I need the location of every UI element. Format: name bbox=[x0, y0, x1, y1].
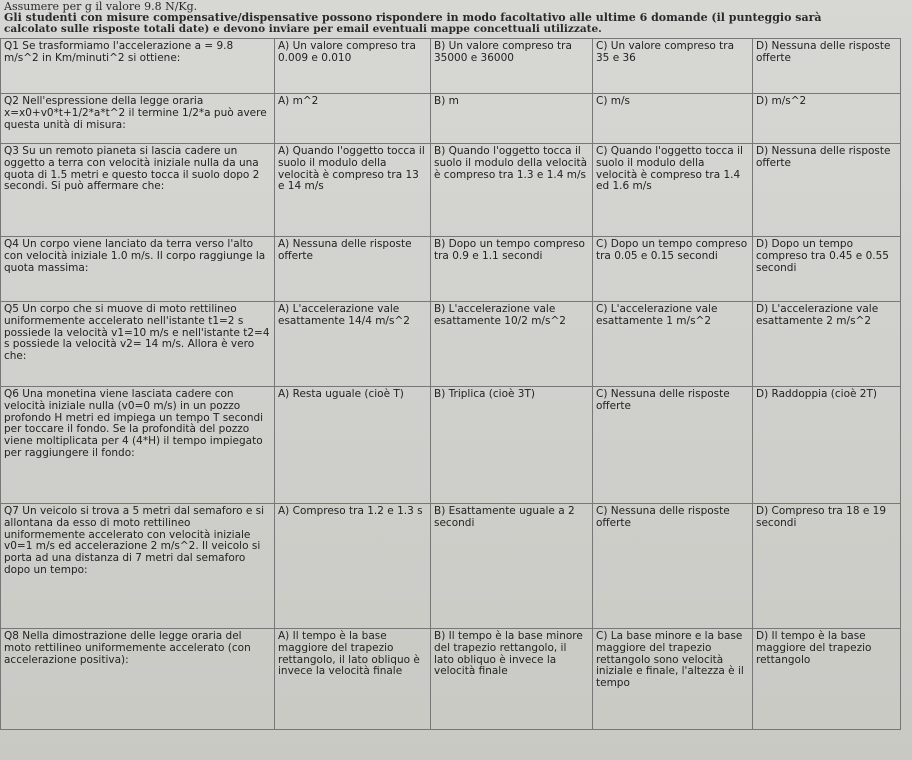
question-row bbox=[1, 629, 901, 730]
option-d: D) Raddoppia (cioè 2T) bbox=[753, 387, 901, 504]
option-c: C) m/s bbox=[593, 94, 753, 144]
option-a: A) m^2 bbox=[275, 94, 431, 144]
question-text: Q3 Su un remoto pianeta si lascia cadere un oggetto a terra con velocità iniziale nulla da una quota di 1.5 metri e questo tocca il suolo dopo 2 secondi. Si può affermare che: bbox=[1, 144, 275, 237]
option-b: B) Un valore compreso tra 35000 e 36000 bbox=[431, 39, 593, 94]
option-b: B) Quando l'oggetto tocca il suolo il modulo della velocità è compreso tra 1.3 e 1.4 m/s bbox=[431, 144, 593, 237]
option-c: C) La base minore e la base maggiore del trapezio rettangolo sono velocità iniziale e finale, l'altezza è il tempo bbox=[593, 629, 753, 730]
option-b: B) m bbox=[431, 94, 593, 144]
option-c: C) Quando l'oggetto tocca il suolo il modulo della velocità è compreso tra 1.4 ed 1.6 m/s bbox=[593, 144, 753, 237]
option-d: D) L'accelerazione vale esattamente 2 m/s^2 bbox=[753, 302, 901, 387]
option-c: C) Nessuna delle risposte offerte bbox=[593, 504, 753, 629]
option-c: C) Dopo un tempo compreso tra 0.05 e 0.15 secondi bbox=[593, 237, 753, 302]
option-d: D) Dopo un tempo compreso tra 0.45 e 0.55 secondi bbox=[753, 237, 901, 302]
question-text: Q4 Un corpo viene lanciato da terra verso l'alto con velocità iniziale 1.0 m/s. Il corpo raggiunge la quota massima: bbox=[1, 237, 275, 302]
questions-table bbox=[0, 38, 901, 730]
instructions-line-2: calcolato sulle risposte totali date) e devono inviare per email eventuali mappe concettuali utilizzate. bbox=[4, 23, 602, 35]
option-a: A) Resta uguale (cioè T) bbox=[275, 387, 431, 504]
question-row bbox=[1, 39, 901, 94]
question-text: Q2 Nell'espressione della legge oraria x=x0+v0*t+1/2*a*t^2 il termine 1/2*a può avere questa unità di misura: bbox=[1, 94, 275, 144]
option-d: D) Compreso tra 18 e 19 secondi bbox=[753, 504, 901, 629]
option-b: B) Esattamente uguale a 2 secondi bbox=[431, 504, 593, 629]
question-text: Q7 Un veicolo si trova a 5 metri dal semaforo e si allontana da esso di moto rettilineo uniformemente accelerato con velocità iniziale v0=1 m/s ed accelerazione 2 m/s^2. Il veicolo si porta ad una distanza di 7 metri dal semaforo dopo un tempo: bbox=[1, 504, 275, 629]
option-c: C) Nessuna delle risposte offerte bbox=[593, 387, 753, 504]
gravity-note: Assumere per g il valore 9.8 N/Kg. bbox=[4, 0, 198, 13]
question-row bbox=[1, 504, 901, 629]
option-a: A) Compreso tra 1.2 e 1.3 s bbox=[275, 504, 431, 629]
option-c: C) L'accelerazione vale esattamente 1 m/s^2 bbox=[593, 302, 753, 387]
question-text: Q1 Se trasformiamo l'accelerazione a = 9.8 m/s^2 in Km/minuti^2 si ottiene: bbox=[1, 39, 275, 94]
option-d: D) Il tempo è la base maggiore del trapezio rettangolo bbox=[753, 629, 901, 730]
question-text: Q5 Un corpo che si muove di moto rettilineo uniformemente accelerato nell'istante t1=2 s possiede la velocità v1=10 m/s e nell'istante t2=4 s possiede la velocità v2= 14 m/s. Allora è vero che: bbox=[1, 302, 275, 387]
option-d: D) Nessuna delle risposte offerte bbox=[753, 144, 901, 237]
question-row bbox=[1, 94, 901, 144]
question-row bbox=[1, 387, 901, 504]
option-a: A) Il tempo è la base maggiore del trapezio rettangolo, il lato obliquo è invece la velocità finale bbox=[275, 629, 431, 730]
option-a: A) Un valore compreso tra 0.009 e 0.010 bbox=[275, 39, 431, 94]
option-b: B) Il tempo è la base minore del trapezio rettangolo, il lato obliquo è invece la velocità finale bbox=[431, 629, 593, 730]
option-c: C) Un valore compreso tra 35 e 36 bbox=[593, 39, 753, 94]
question-row bbox=[1, 302, 901, 387]
option-b: B) Dopo un tempo compreso tra 0.9 e 1.1 secondi bbox=[431, 237, 593, 302]
option-d: D) Nessuna delle risposte offerte bbox=[753, 39, 901, 94]
instructions-line-1: Gli studenti con misure compensative/dispensative possono rispondere in modo facoltativo alle ultime 6 domande (il punteggio sarà bbox=[4, 11, 822, 24]
question-row bbox=[1, 144, 901, 237]
option-a: A) L'accelerazione vale esattamente 14/4 m/s^2 bbox=[275, 302, 431, 387]
question-row bbox=[1, 237, 901, 302]
question-text: Q8 Nella dimostrazione delle legge oraria del moto rettilineo uniformemente accelerato (con accelerazione positiva): bbox=[1, 629, 275, 730]
option-a: A) Quando l'oggetto tocca il suolo il modulo della velocità è compreso tra 13 e 14 m/s bbox=[275, 144, 431, 237]
option-a: A) Nessuna delle risposte offerte bbox=[275, 237, 431, 302]
option-d: D) m/s^2 bbox=[753, 94, 901, 144]
question-text: Q6 Una monetina viene lasciata cadere con velocità iniziale nulla (v0=0 m/s) in un pozzo profondo H metri ed impiega un tempo T secondi per toccare il fondo. Se la profondità del pozzo viene moltiplicata per 4 (4*H) il tempo impiegato per raggiungere il fondo: bbox=[1, 387, 275, 504]
option-b: B) L'accelerazione vale esattamente 10/2 m/s^2 bbox=[431, 302, 593, 387]
option-b: B) Triplica (cioè 3T) bbox=[431, 387, 593, 504]
